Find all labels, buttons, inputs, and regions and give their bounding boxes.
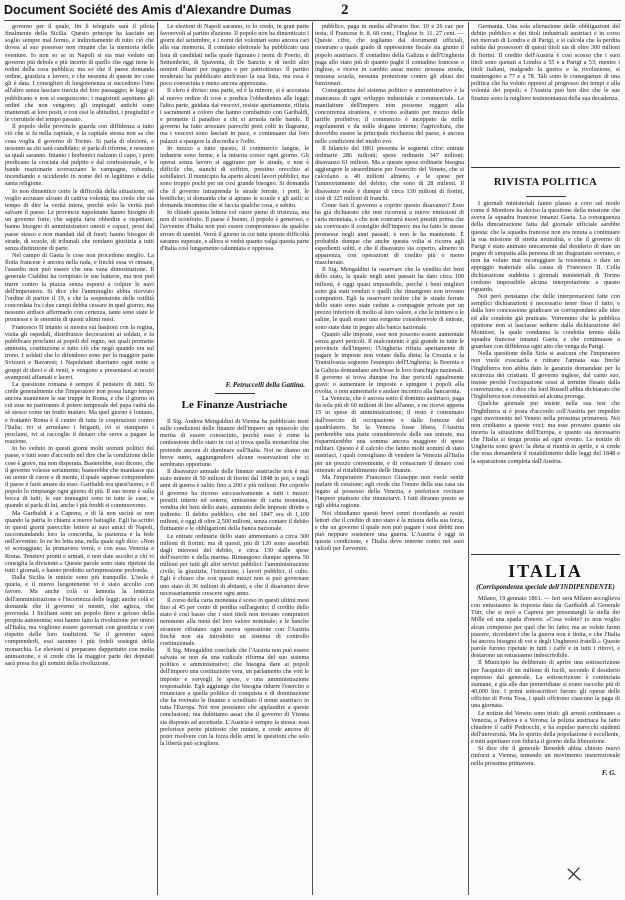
author-signature: F. Petruccelli della Gattina. xyxy=(225,381,305,389)
paragraph: Conseguenza del sistema politico e amministrativo è la mancanza di ogni sviluppo industriale e commerciale. Le manifatture dell'impero non possono reggere alla concorrenza straniera, e vivono soltanto per mezzo delle tariffe proibitive; il commercio è inceppato da mille regolamenti e da mille dogane interne; l'agricoltura, che dovrebbe essere la principale ricchezza del paese, è ancora nelle condizioni del medio evo. xyxy=(315,87,464,145)
finance-continuation xyxy=(471,23,620,165)
paragraph: La questione romana è sempre il pensiero di tutti. Si crede generalmente che l'imperatore non possa lungo tempo ancora mantenere le sue truppe in Roma, e che il giorno in cui esse ne partiranno il potere temporale del papa cadrà da sè stesso come un frutto maturo. Ma quel giorno è lontano, e frattanto Roma è il centro di tutte le cospirazioni contro l'Italia; ivi si arruolano i briganti, ivi si stampano i proclami, ivi si raccoglie il denaro che serve a pagare la reazione. xyxy=(5,380,154,446)
separator-rule xyxy=(526,196,566,197)
separator-rule xyxy=(471,167,620,168)
paragraph: Qualche giornale pur insiste nella sua tesi che l'Inghilterra si è posta d'accordo coll'Austria per impedire ogni movimento nel Veneto nella prossima primavera. Noi non crediamo a queste voci; ma esse provano quanto sia incerta la situazione dell'Europa, e quanto sia necessario che l'Italia si tenga pronta ad ogni evento. Le notizie di Ungheria sono gravi: la dieta si riunirà in aprile, e si crede che essa domanderà il ristabilimento delle leggi del 1848 e la separazione completa dall'Austria. xyxy=(471,400,620,465)
paragraph: Il popolo delle provincie guarda con diffidenza a tutto ciò che si fa nella capitale, e la capitale stessa non sa che cosa voglia il governo di Torino. Si parla di elezioni, e nessuno sa chi sarà candidato; si parla di riforme, e nessuno sa quali saranno. Intanto i borbonici rialzano il capo, i preti predicano la crociata dal pulpito e dal confessionale, e le bande reazionarie scorrazzano le campagne, rubando, incendiando e uccidendo in nome del re legittimo e della santa religione. xyxy=(5,123,154,188)
paragraph: Le entrate ordinarie dello stato ammontano a circa 300 milioni di fiorini; ma di questi, più di 120 sono assorbiti dagli interessi del debito, e circa 130 dalle spese dell'esercito e della marina. Rimangono dunque appena 50 milioni per tutti gli altri servizi pubblici: l'amministrazione civile, la giustizia, l'istruzione, i lavori pubblici, il culto. Egli è chiaro che con questi mezzi non si può governare uno stato di 36 milioni di abitanti, e che il disavanzo deve necessariamente crescere ogni anno. xyxy=(160,532,309,597)
column-divider xyxy=(157,22,158,895)
column-divider xyxy=(312,22,313,895)
paragraph: In mezzo a tutto questo, il commercio langue, le industrie sono ferme, e la miseria cresce ogni giorno. Gli operai senza lavoro si aggirano per le strade, e non è difficile che, stanchi di soffrire, prestino orecchio ai sobillatori. Il municipio ha aperto alcuni lavori pubblici, ma sono troppo pochi per un così grande bisogno. Si domanda che il governo intraprenda le strade ferrate, i porti, le bonifiche; si domanda che si aprano le scuole e gli asili; si domanda insomma che si faccia qualche cosa, e subito. xyxy=(160,144,309,209)
paragraph: Il corso della carta monetata è sceso in questi ultimi mesi fino al 45 per cento di perdita sull'argento; il credito dello stato è così basso che i suoi titoli non trovano compratori nemmeno alla metà del loro valore nominale; e le banche straniere rifiutano ogni nuova operazione con l'Austria finchè non sia introdotto un sistema di controllo costituzionale. xyxy=(160,596,309,647)
paragraph: Nel campo di Gaeta le cose non procedono meglio. La flotta francese è ancora nella rada, e finchè essa vi rimane, l'assedio non può essere che una vana dimostrazione. Il generale Cialdini ha compiuto le sue batterie, ma non può trarre contro la piazza senza esporsi a colpire le navi dell'imperatore. Si dice che l'ammiraglio abbia ricevuto l'ordine di partire il 19, e che la sospensione delle ostilità concordata fra i due campi debba cessare in quel giorno; ma nessuno ardisce affermarlo con certezza, tante sono state le promesse e le smentite di questi ultimi mesi. xyxy=(5,252,154,324)
paragraph: Dalla Sicilia le notizie sono più tranquille. L'isola è quieta, e il nuovo luogotenente vi è stato accolto con favore. Ma anche colà si lamenta la lentezza dell'amministrazione e l'incertezza delle leggi; anche colà si domanda che il governo si mostri, che agisca, che provveda. I Siciliani sono un popolo fiero e geloso della propria autonomia; essi hanno fatto la rivoluzione per unirsi all'Italia, ma vogliono essere governati con giustizia e con rispetto delle loro tradizioni. Se il governo saprà comprenderli, essi saranno i più fedeli sostegni della monarchia. Le elezioni si preparano dappertutto con molta animazione, e si crede che la maggior parte dei deputati sarà presa fra gli uomini della rivoluzione. xyxy=(5,574,154,667)
paragraph: governo per il quale, fin il telegrafo sarà il pilota finalmente della Sicilia. Questo principe ha lasciato un soglio sempre mal fermo, e indirettamente di tutto ciò che dovea al suo possesso non rimane che la memoria delle sventure. Io non so se in Napoli si sia mai veduto un governo più debole e più incerto di quello che oggi tiene le redini della cosa pubblica; ma so che il paese domanda ordine, giustizia e lavoro, e che nessuna di queste tre cose gli è data. I consiglieri di luogotenenza si succedono l'uno all'altro senza lasciare traccia del loro passaggio; le leggi si pubblicano e non si eseguiscono; i magistrati aspettano gli ordini che non vengono; gli impiegati antichi sono mantenuti ai loro posti, e con essi le abitudini, i pregiudizi e le corruttele del tempo passato. xyxy=(5,23,154,124)
paragraph: Le notizie del Veneto sono tristi: gli arresti continuano a Venezia, a Padova e a Verona; la polizia austriaca ha fatto chiudere il caffè Pedrocchi, e ha espulso parecchi studenti dell'università. Ma lo spirito della popolazione è eccellente, e tutti aspettano con fiducia il giorno della liberazione. xyxy=(471,709,620,746)
paragraph: Io non dimentico certo le difficoltà della situazione, nè voglio accusare alcuno di cattiva volontà; ma credo che sia tempo di dire la verità intera, perchè solo la verità può salvare il paese. Le provincie napoletane hanno bisogno di un governo forte, che sappia farsi obbedire e rispettare; hanno bisogno di amministratori onesti e capaci, presi dal paese stesso e non mandati dal di fuori; hanno bisogno di strade, di scuole, di tribunali che rendano giustizia a tutti senza distinzione di parte. xyxy=(5,187,154,252)
paragraph: Noi però pensiamo che delle interpretazioni fatte con semplici dichiarazioni è necessario tener fisso il fatto, e dalla loro concessione giudicare se corrispondano alle idee ed alle condotte già praticate. Vorremmo che la pubblica opinione non si lasciasse sedurre dalla dichiarazione del Monitore, la quale condanna la condotta tenuta dalla squadra francese innanzi Gaeta, e che continuasse a guardare con diffidenza ogni atto che venga da Parigi. xyxy=(471,293,620,351)
paragraph: Germania. Una sola alienazione delle obbligazioni del debito pubblico e dei titoli industriali austriaci è in corso nei mercati di Londra e di Parigi, e si calcola che la perdita subita dai possessori di questi titoli sia di oltre 300 milioni di fiorini. Il credito dell'Austria è così scosso che i suoi titoli sono quotati a Londra a 55 e a Parigi a 53; mentre i titoli italiani, malgrado la guerra e la rivoluzione, si mantengono a 77 e a 78. Tali sono le conseguenze di una politica che ha voluto opporsi al progresso dei tempi e alla volontà dei popoli; e l'Austria può ben dire che le sue finanze sono la migliore testimonianza della sua decadenza. xyxy=(471,23,620,102)
letter-continuation xyxy=(160,23,309,379)
separator-rule xyxy=(471,554,620,555)
paragraph: Io ho veduto in questi giorni molti uomini politici del paese, e tutti sono d'accordo nel dire che la condizione delle cose è grave, ma non disperata. Basterebbe, essi dicono, che il governo volesse seriamente; basterebbe che mandasse qui un uomo di cuore e di mente, il quale sapesse comprendere il paese e farsi amare da esso. Garibaldi era quest'uomo, e il popolo lo rimpiange ogni giorno di più. Il suo nome è sulla bocca di tutti; le sue immagini sono in tutte le case; e quando si parla di lui, anche i più freddi si commuovono. xyxy=(5,445,154,510)
paragraph: Noi chiudiamo questi brevi cenni ricordando ai nostri lettori che il credito di uno stato è la misura della sua forza, e che un governo il quale non può pagare i suoi debiti non può neppure sostenere una guerra. L'Austria è oggi in questa condizione, e l'Italia deve tenerne conto nei suoi calcoli per l'avvenire. xyxy=(315,509,464,553)
paragraph: Il bilancio del 1861 presenta le seguenti cifre: entrate ordinarie 286 milioni; spese ordinarie 347 milioni; disavanzo 61 milioni. Ma a queste spese ordinarie bisogna aggiungere le straordinarie per l'esercito del Veneto, che si calcolano a 40 milioni almeno, e le spese per l'ammortamento del debito, che sono di 28 milioni. Il disavanzo reale è dunque di circa 130 milioni di fiorini, cioè di 325 milioni di franchi. xyxy=(315,144,464,202)
paragraph: Ma l'imperatore Francesco Giuseppe non vuole sentir parlare di cessione; egli crede che l'onore della sua casa sia legato al possesso della Venezia, e preferisce rovinare l'impero piuttosto che rinunziarvi. I fatti diranno presto se egli abbia ragione. xyxy=(315,473,464,510)
paragraph: Quanto alle imposte, esse non possono essere aumentate senza gravi pericoli. Il malcontento è già grande in tutte le provincie dell'impero; l'Ungheria rifiuta apertamente di pagare le imposte non votate dalla dieta; la Croazia e la Transilvania seguono l'esempio dell'Ungheria; la Boemia e la Galizia domandano anch'esse le loro franchigie nazionali. Il governo si trova dunque fra due pericoli egualmente gravi: o aumentare le imposte e spingere i popoli alla rivolta, o non aumentarle e andare incontro alla bancarotta. xyxy=(315,330,464,395)
paragraph: Il disavanzo annuale delle finanze austriache non è mai stato minore di 50 milioni di fiorini dal 1848 in poi, e negli anni di guerra è salito fino a 200 e più milioni. Per coprirlo il governo ha ricorso successivamente a tutti i mezzi: prestiti interni ed esterni, emissione di carta monetata, vendita dei beni dello stato, aumento delle imposte dirette e indirette. Il debito pubblico, che nel 1847 era di 1,100 milioni, è oggi di oltre 2,500 milioni, senza contare il debito fluttuante e le obbligazioni della banca nazionale. xyxy=(160,468,309,533)
section-title-rivista-politica: RIVISTA POLITICA xyxy=(493,177,598,188)
paragraph: Il Municipio ha deliberato di aprire una sottoscrizione per l'acquisto di un milione di fucili, secondo il desiderio espresso dal generale. La sottoscrizione è cominciata stamane, e già alle due pomeridiane si erano raccolte più di 40,000 lire. I primi sottoscrittori furono gli operai delle officine di Porta Tosa, i quali offrirono ciascuno la paga di una giornata. xyxy=(471,659,620,710)
paragraph: pubblico, paga in media all'erario fior. 10 e 26 car. per testa; il Francese fr. 8. 60 cent.; l'Inglese fr. 11. 27 cent. — Queste cifre, che togliamo dai documenti ufficiali, mostrano a quale grado di oppressione fiscale sia giunto il popolo austriaco. Il contadino della Galizia e dell'Ungheria paga allo stato più di quanto paghi il contadino francese o inglese, e riceve in cambio assai meno: nessuna strada, nessuna scuola, nessuna protezione contro gli abusi dei funzionari. xyxy=(315,23,464,88)
column-1 xyxy=(5,23,154,895)
paragraph: Le elezioni di Napoli saranno, io lo credo, in gran parte favorevoli al partito d'azione. Il popolo non ha dimenticato i giorni del settembre, e i nomi dei volontari sono ancora cari alla sua memoria. Il comitato elettorale ha pubblicato una lista di candidati nella quale figurano i nomi di Poerio, di Settembrini, di Spaventa, di De Sanctis e di molti altri uomini illustri per ingegno e per patriottismo. Il partito moderato ha pubblicato anch'esso la sua lista, ma essa è poco conosciuta e meno ancora apprezzata. xyxy=(160,23,309,88)
paragraph: Il Sig. Andrea Mengaldini di Vienna ha pubblicato testè sulle condizioni delle finanze dell'impero un opuscolo che merita di essere conosciuto, perchè esso è come la confessione dello stato in cui si trova quella monarchia che pretende ancora di dominare sull'Italia. Noi ne diamo un breve sunto, aggiungendovi alcune osservazioni che ci sembrano opportune. xyxy=(160,418,309,468)
paragraph: Il clero è diviso: una parte, ed è la minore, si è accostata al nuovo ordine di cose e predica l'obbedienza alle leggi; l'altra parte, guidata dai vescovi, resiste apertamente, rifiuta i sacramenti a coloro che hanno combattuto con Garibaldi, e promette il paradiso a chi si arruola nelle bande. Il governo ha fatto arrestare parecchi preti colti in flagrante, ma i vescovi sono lasciati in pace, e continuano dai loro palazzi a spargere la discordia e l'odio. xyxy=(160,87,309,145)
column-4 xyxy=(471,23,620,895)
page-number: 2 xyxy=(341,2,349,18)
paragraph: Si dice che il generale Benedek abbia chiesto nuovi rinforzi a Vienna, temendo un movimento insurrezionale nella prossima primavera. xyxy=(471,745,620,767)
rivista-politica-body xyxy=(471,200,620,552)
article-title: Le Finanze Austriache xyxy=(181,399,288,411)
separator-rule xyxy=(215,393,255,394)
paragraph: Francesco II intanto si mostra sui bastioni con la regina, visita gli ospedali, distribuisce decorazioni ai soldati, e fa pubblicare proclami ai popoli del regno, nei quali promette amnistia, costituzione e tutto ciò che negò quando era sul trono. I soldati che lo difendono sono per la maggior parte Svizzeri e Bavaresi; i Napoletani disertano ogni notte a gruppi di dieci e di venti, e vengono a presentarsi ai nostri avamposti affamati e laceri. xyxy=(5,323,154,381)
column-2 xyxy=(160,23,309,895)
column-divider xyxy=(468,22,469,895)
paragraph: Il Sig. Mengaldini fa osservare che la vendita dei beni dello stato, la quale negli anni passati ha dato circa 100 milioni, è oggi quasi impossibile, perchè i beni migliori sono già stati venduti e quelli che rimangono non trovano compratori. Egli fa osservare inoltre che le strade ferrate dello stato sono state cedute a compagnie private per un prezzo inferiore di molto al loro valore, e che le miniere e le saline, le quali erano una sorgente considerevole di entrate, sono state date in pegno alla banca nazionale. xyxy=(315,266,464,331)
column-3 xyxy=(315,23,464,895)
paragraph: I giornali ministeriali fanno plauso a coro sul modo come il Monitore ha deciso la questione della missione che aveva la squadra francese innanzi Gaeta. La conseguenza della dimostrazione fatta dal giornale ufficiale sarebbe questa: che la squadra francese non era tenuta a continuare la sua missione di stretta neutralità, e che il governo di Parigi è stato animato unicamente dal desiderio di dare un pegno di simpatia alla persona di un disgraziato sovrano, e non ha voluto mai incoraggiare la resistenza o dare un appoggio materiale alla causa di Francesco II. Colla dichiarazione suddetta i giornali ministeriali di Torino credono impossibile alcuna interpretazione a questo riguardo. xyxy=(471,200,620,293)
paragraph: Milano, 19 gennaio 1861. — Ieri sera Milano accoglieva con entusiasmo la risposta data da Garibaldi al Generale Türr, che si recò a Caprera per presentargli la stella dei Mille ed una spada d'onore. «Cosa volete? io non voglio alcun compenso per quel che ho fatto; ma se volete farmi piacere, ricordatevi che la guerra non è finita, e che l'Italia ha ancora bisogno di voi e degli Ungheresi fratelli.» Queste parole furono ripetute in tutti i caffè e in tutti i ritrovi, e destarono un entusiasmo indescrivibile. xyxy=(471,595,620,660)
header-rule xyxy=(4,20,621,21)
document-header-title: Document Société des Amis d'Alexandre Dumas xyxy=(4,3,292,17)
handwritten-x-mark xyxy=(566,866,582,882)
paragraph: La Venezia, che è ancora sotto il dominio austriaco, paga da sola più di 60 milioni di lire all'anno, e ne riceve appena 15 in spese di amministrazione; il resto è consumato dall'esercito di occupazione e dalle fortezze del quadrilatero. Se la Venezia fosse libera, l'Austria perderebbe una parte considerevole delle sue entrate, ma risparmierebbe una somma ancora maggiore di spese militari. Questo è il calcolo che fanno molti uomini di stato austriaci, i quali consigliano di vendere la Venezia all'Italia per un prezzo conveniente, e di consacrare il denaro così ottenuto al ristabilimento delle finanze. xyxy=(315,395,464,474)
paragraph: Ma Garibaldi è a Caprera, e di là non uscirà se non quando la patria lo chiami a nuove battaglie. Egli ha scritto in questi giorni parecchie lettere ai suoi amici di Napoli, raccomandando loro la concordia, la pazienza e la fede nell'avvenire. Io ne ho letta una, nella quale egli dice: «Non vi scoraggiate; la primavera verrà, e con essa Venezia e Roma. Tenetevi pronti e armati, e non date ascolto a chi vi consiglia la divisione.» Queste parole sono state ripetute da tutti i giornali, e hanno prodotto un'impressione profonda. xyxy=(5,509,154,574)
paragraph: Il Sig. Mengaldini conclude che l'Austria non può essere salvata se non da una radicale riforma del suo sistema politico e amministrativo; che bisogna dare ai popoli dell'impero una costituzione vera, un parlamento che voti le imposte e sorvegli le spese, e una amministrazione responsabile. Egli aggiunge che bisogna ridurre l'esercito e rinunciare a quella politica di conquista e di dominazione che ha rovinato le finanze e screditato il nome austriaco in tutta l'Europa. Noi non possiamo che applaudire a queste conclusioni; ma dubitiamo assai che il governo di Vienna sia disposto ad accettarle. L'Austria è sempre la stessa: essa preferisce perire piuttosto che mutare, e crede ancora di poter risolvere con la forza delle armi le questioni che solo la libertà può sciogliere. xyxy=(160,647,309,748)
paragraph: Come farà il governo a coprire questo disavanzo? Esso ha già dichiarato che non ricorrerà a nuove emissioni di carta monetata, e che non contrarrà nuovi prestiti prima che sia convocato il consiglio dell'impero; ma ha fatto le stesse promesse negli anni passati, e non le ha mantenute. È probabile dunque che anche questa volta si ricorra agli espedienti soliti, e che il disavanzo sia coperto, almeno in apparenza, con operazioni di credito più o meno mascherate. xyxy=(315,201,464,267)
paragraph: Io chiudo questa lettera col cuore pieno di tristezza, ma non di sconforto. Il paese è buono, il popolo è generoso, e l'avvenire d'Italia non può essere compromesso da qualche errore di uomini. Verrà il giorno in cui tutte queste difficoltà saranno superate, e allora si vedrà quanto valga questa parte d'Italia così lungamente calunniata e oppressa. xyxy=(160,209,309,252)
section-subtitle: (Corrispondenza speciale dell'INDIPENDENTE) xyxy=(476,584,615,591)
section-title-italia: ITALIA xyxy=(508,561,583,581)
paragraph: Nella questione della Siria si assicura che l'imperatore non vuole evacuarla e ritirare l'armata sua finchè l'Inghilterra non abbia dato le garanzie domandate per la sicurezza dei cristiani. Il governo inglese, dal canto suo, insiste perchè l'occupazione cessi al termine fissato dalla convenzione, e si dice che lord Russell abbia dichiarato che l'Inghilterra non consentirà ad alcuna proroga. xyxy=(471,350,620,401)
correspondent-signature: F. G. xyxy=(601,768,616,777)
